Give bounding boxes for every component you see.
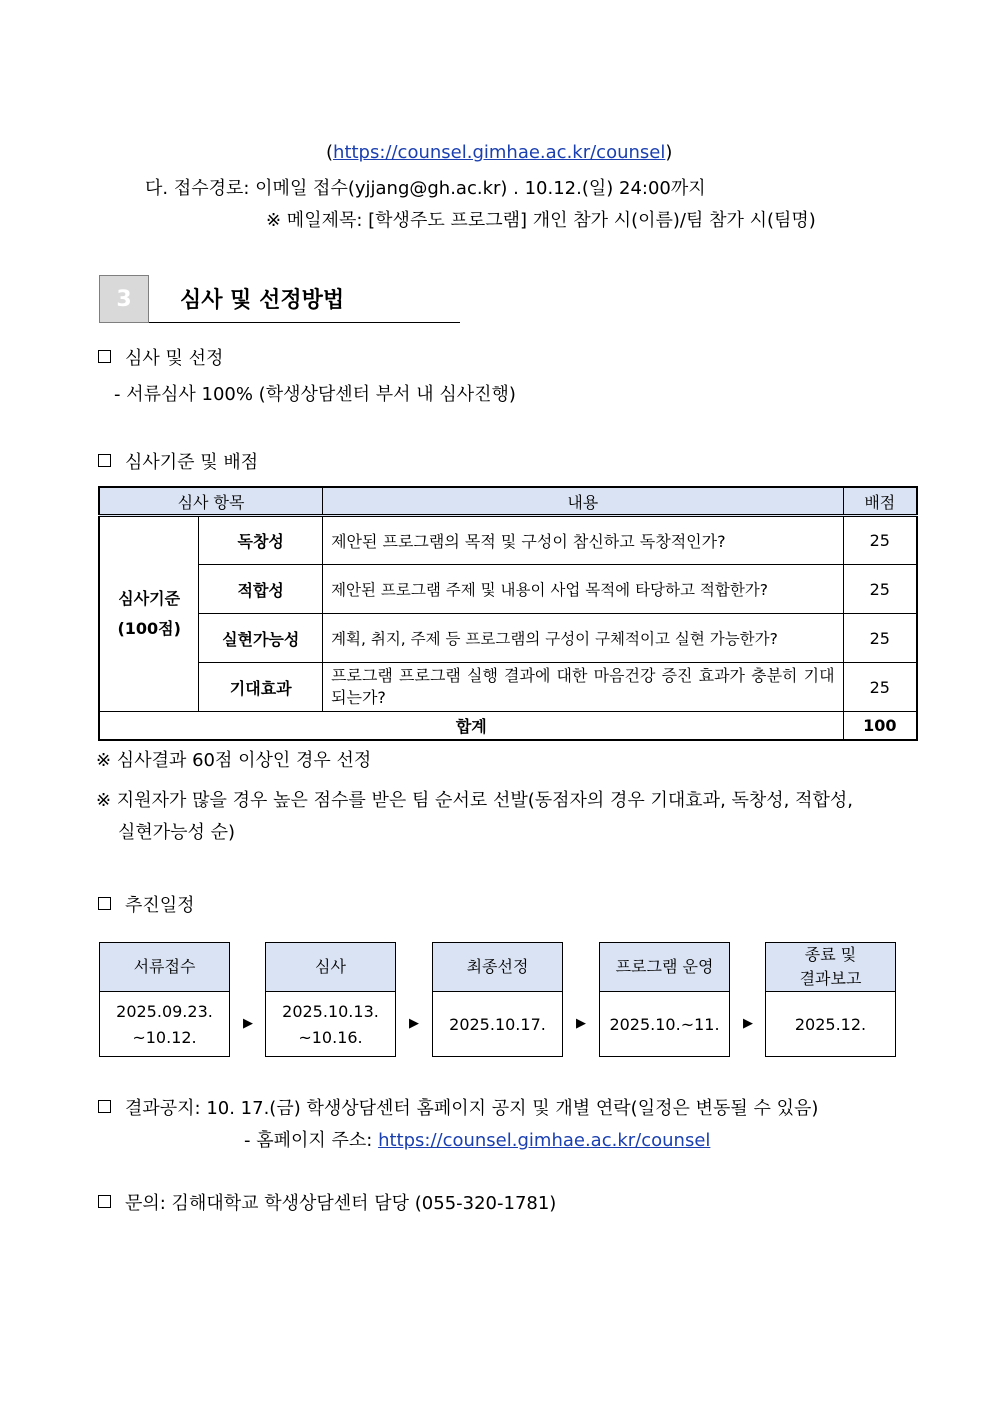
section-underline bbox=[149, 322, 460, 323]
total-row bbox=[99, 712, 917, 740]
criteria-heading-text: 심사기준 및 배점 bbox=[125, 452, 259, 473]
criteria-score: 25 bbox=[843, 663, 917, 712]
total-label: 합계 bbox=[99, 712, 843, 740]
counsel-url-link[interactable]: https://counsel.gimhae.ac.kr/counsel bbox=[333, 142, 666, 163]
total-score: 100 bbox=[843, 712, 917, 740]
header-score: 배점 bbox=[843, 487, 917, 516]
criteria-item: 독창성 bbox=[199, 516, 323, 565]
schedule-step bbox=[432, 942, 563, 1057]
table-row bbox=[99, 614, 917, 663]
url-line bbox=[326, 142, 672, 163]
step-date bbox=[266, 992, 395, 1057]
criteria-item: 실현가능성 bbox=[199, 614, 323, 663]
header-item: 심사 항목 bbox=[99, 487, 323, 516]
criteria-note-1: ※ 심사결과 60점 이상인 경우 선정 bbox=[96, 750, 372, 771]
schedule-heading-text: 추진일정 bbox=[125, 895, 195, 916]
contact-heading-text: 문의: 김해대학교 학생상담센터 담당 (055-320-1781) bbox=[125, 1193, 557, 1214]
criteria-note-2-line2: 실현가능성 순) bbox=[118, 822, 236, 843]
table-row bbox=[99, 663, 917, 712]
group-label-line2: (100점) bbox=[117, 619, 181, 638]
step-title: 심사 bbox=[266, 943, 395, 992]
review-detail: - 서류심사 100% (학생상담센터 부서 내 심사진행) bbox=[114, 384, 516, 405]
step-date: 2025.12. bbox=[794, 1014, 867, 1034]
criteria-score: 25 bbox=[843, 565, 917, 614]
apply-route: 다. 접수경로: 이메일 접수(yjjang@gh.ac.kr) . 10.12.(일) 24:00까지 bbox=[145, 178, 706, 199]
criteria-item: 기대효과 bbox=[199, 663, 323, 712]
schedule-heading bbox=[98, 891, 195, 917]
mail-subject-note: ※ 메일제목: [학생주도 프로그램] 개인 참가 시(이름)/팀 참가 시(팀명) bbox=[266, 210, 816, 231]
step-title-line2: 결과보고 bbox=[799, 969, 862, 988]
step-date bbox=[100, 992, 229, 1057]
homepage-line bbox=[244, 1126, 710, 1152]
step-date: 2025.10.17. bbox=[449, 1014, 546, 1034]
section-number: 3 bbox=[99, 275, 149, 323]
step-title: 프로그램 운영 bbox=[600, 943, 729, 992]
checkbox-square-icon bbox=[98, 897, 111, 910]
result-heading-text: 결과공지: 10. 17.(금) 학생상담센터 홈페이지 공지 및 개별 연락(일정은 변동될 수 있음) bbox=[125, 1098, 819, 1119]
criteria-table bbox=[98, 486, 918, 741]
step-date-line1: 2025.09.23. bbox=[116, 1001, 213, 1021]
criteria-content: 제안된 프로그램의 목적 및 구성이 참신하고 독창적인가? bbox=[323, 516, 843, 565]
checkbox-square-icon bbox=[98, 1100, 111, 1113]
criteria-note-2-line1: ※ 지원자가 많을 경우 높은 점수를 받은 팀 순서로 선발(동점자의 경우 기대효과, 독창성, 적합성, bbox=[96, 790, 854, 811]
url-close-paren: ) bbox=[665, 142, 673, 163]
criteria-score: 25 bbox=[843, 614, 917, 663]
table-row bbox=[99, 516, 917, 565]
schedule-step bbox=[99, 942, 230, 1057]
step-date-line1: 2025.10.13. bbox=[282, 1001, 379, 1021]
schedule-step bbox=[599, 942, 730, 1057]
result-heading bbox=[98, 1094, 818, 1120]
criteria-group-label bbox=[99, 516, 199, 712]
arrow-right-icon: ▶ bbox=[743, 1016, 753, 1031]
review-heading bbox=[98, 344, 223, 370]
group-label-line1: 심사기준 bbox=[118, 589, 181, 608]
review-heading-text: 심사 및 선정 bbox=[125, 348, 224, 369]
url-open-paren: ( bbox=[326, 142, 334, 163]
contact-heading bbox=[98, 1189, 556, 1215]
schedule-step bbox=[765, 942, 896, 1057]
criteria-score: 25 bbox=[843, 516, 917, 565]
checkbox-square-icon bbox=[98, 454, 111, 467]
step-title: 서류접수 bbox=[100, 943, 229, 992]
criteria-header-row bbox=[99, 487, 917, 516]
step-title-line1: 종료 및 bbox=[804, 945, 857, 964]
step-date: 2025.10.~11. bbox=[609, 1014, 720, 1034]
step-title: 최종선정 bbox=[433, 943, 562, 992]
checkbox-square-icon bbox=[98, 350, 111, 363]
arrow-right-icon: ▶ bbox=[576, 1016, 586, 1031]
step-title bbox=[766, 943, 895, 992]
criteria-content: 계획, 취지, 주제 등 프로그램의 구성이 구체적이고 실현 가능한가? bbox=[323, 614, 843, 663]
criteria-item: 적합성 bbox=[199, 565, 323, 614]
header-content: 내용 bbox=[323, 487, 843, 516]
homepage-link[interactable]: https://counsel.gimhae.ac.kr/counsel bbox=[378, 1130, 711, 1151]
arrow-right-icon: ▶ bbox=[409, 1016, 419, 1031]
step-date-line2: ~10.16. bbox=[298, 1027, 363, 1047]
step-date-line2: ~10.12. bbox=[132, 1027, 197, 1047]
criteria-content: 프로그램 프로그램 실행 결과에 대한 마음건강 증진 효과가 충분히 기대되는가? bbox=[323, 663, 843, 712]
checkbox-square-icon bbox=[98, 1195, 111, 1208]
section-title: 심사 및 선정방법 bbox=[180, 288, 345, 313]
criteria-heading bbox=[98, 448, 258, 474]
table-row bbox=[99, 565, 917, 614]
criteria-content: 제안된 프로그램 주제 및 내용이 사업 목적에 타당하고 적합한가? bbox=[323, 565, 843, 614]
schedule-step bbox=[265, 942, 396, 1057]
homepage-label: - 홈페이지 주소: bbox=[244, 1130, 379, 1151]
arrow-right-icon: ▶ bbox=[243, 1016, 253, 1031]
